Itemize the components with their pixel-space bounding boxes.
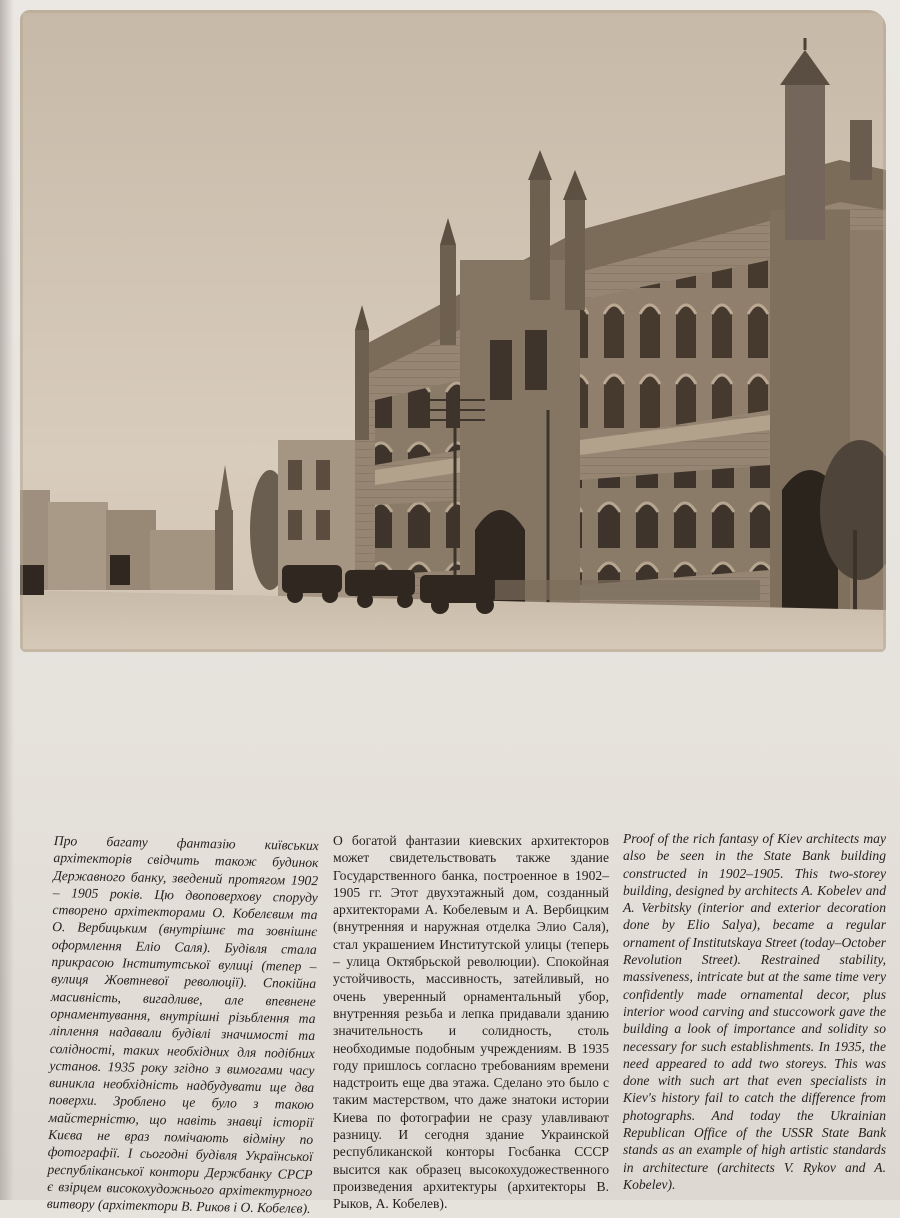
ukrainian-paragraph: Про багату фантазію київських архітекторів свідчить також будинок Державного банку, зведений протягом 1902 – 1905 років. Цю двоповерхову споруду створено архітекторами О. Кобелєвим та О. Вербицьким (внутрішнє та зовнішнє оформлення Еліо Саля). Будівля стала прикрасою Інститутської вулиці (тепер – вулиця Жовтневої революції). Спокійна масивність, вигадливе, але впевнене орнаментування, внутрішні різьблення та ліплення надавали будівлі значимості та солідності, таких необхідних для подібних установ. 1935 року згідно з вимогами часу виникла необхідність надбудувати ще два поверхи. Зроблено це було з такою майстерністю, що навіть знавці історії Києва не враз помічають відміну по фотографії. І сьогодні будівля Української республіканської контори Держбанку СРСР є взірцем високохудожнього архітектурного витвору (архітектори В. Риков і О. Кобелєв). — [46, 832, 319, 1217]
ukrainian-text-column — [47, 832, 319, 1218]
english-text-column — [623, 830, 886, 1193]
russian-text-column — [333, 832, 609, 1213]
russian-paragraph: О богатой фантазии киевских архитекторов может свидетельствовать также здание Государственного банка, построенное в 1902–1905 гг. Этот двухэтажный дом, созданный архитекторами А. Кобелевым и А. Вербицким (внутренняя и наружная отделка Элио Саля), стал украшением Институтской улицы (теперь – улица Октябрьской революции). Спокойная устойчивость, массивность, затейливый, но очень уверенный орнаментальный убор, внутренняя резьба и лепка придавали зданию значительность и солидность, столь необходимые подобным учреждениям. В 1935 году пришлось согласно требованиям времени надстроить еще два этажа. Сделано это было с таким мастерством, что даже знатоки истории Киева по фотографии не сразу улавливают разницу. И сегодня здание Украинской республиканской конторы Госбанка СССР высится как образец высокохудожественного произведения архитектуры (архитекторы В. Рыков, А. Кобелев). — [333, 833, 609, 1212]
state-bank-photograph — [20, 10, 886, 652]
english-paragraph: Proof of the rich fantasy of Kiev architects may also be seen in the State Bank building constructed in 1902–1905. This two-storey building, designed by architects A. Kobelev and A. Verbitsky (interior and exterior decoration done by Elio Salya), became a regular ornament of Institutskaya Street (today–October Revolution Street). Restrained stability, massiveness, intricate but at the same time very confidently made ornamental decor, plus interior wood carving and stuccowork gave the building a look of importance and solidity so necessary for such establishments. In 1935, the need appeared to add two storeys. This was done with such art that even specialists in Kiev's history fail to catch the difference from photographs. And today the Ukrainian Republican Office of the USSR State Bank stands as an example of high artistic standards in architecture (architects V. Rykov and A. Kobelev). — [623, 831, 887, 1192]
page-gutter-shadow — [0, 0, 14, 1200]
